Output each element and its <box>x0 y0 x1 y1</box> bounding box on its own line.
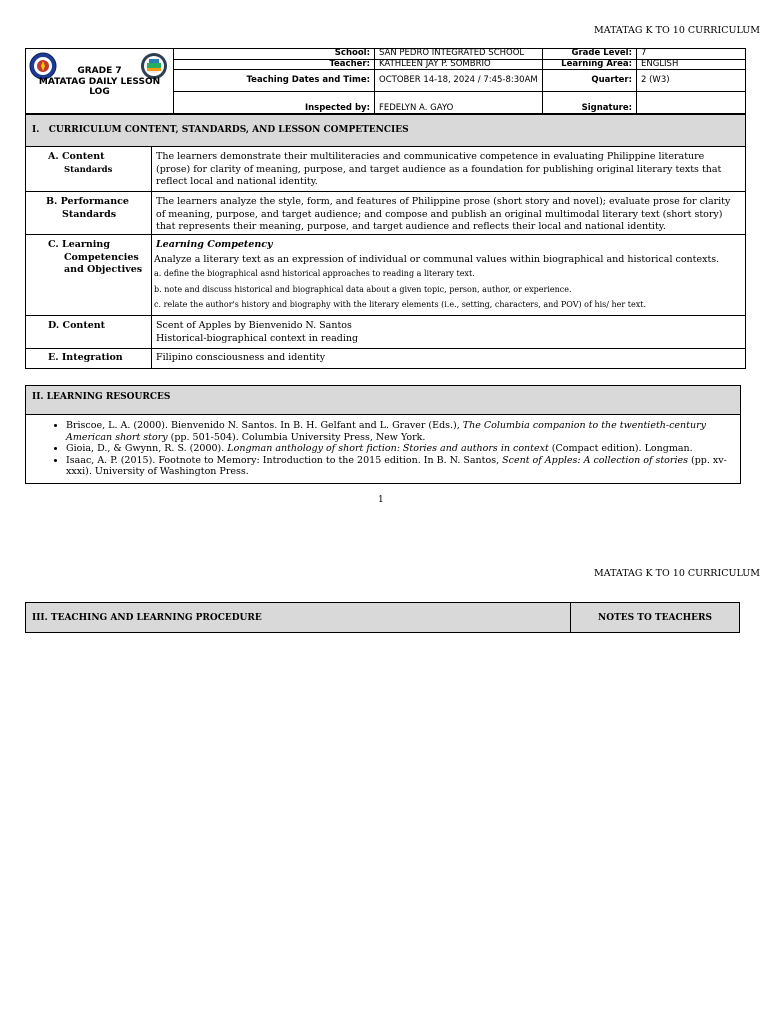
content-line2: Historical-biographical context in reading <box>156 332 359 344</box>
title-grade: GRADE 7 <box>77 66 122 76</box>
competencies-label-line3: and Objectives <box>64 264 143 275</box>
inspected-value: FEDELYN A. GAYO <box>375 92 543 114</box>
content-cell <box>152 316 746 349</box>
content-standards-label-line2: Standards <box>64 164 113 175</box>
learning-area-value: ENGLISH <box>637 59 746 70</box>
teacher-label: Teacher: <box>174 59 375 70</box>
reference-3-title: Scent of Apples: A collection of stories <box>502 454 688 466</box>
inspected-label: Inspected by: <box>174 92 375 114</box>
competency-text: Analyze a literary text as an expression of individual or communal values within biographical and historical contexts. <box>154 253 720 265</box>
curriculum-label-page2: MATATAG K TO 10 CURRICULUM <box>594 568 761 579</box>
dates-label: Teaching Dates and Time: <box>174 70 375 92</box>
competencies-label-line2: Competencies <box>64 251 139 263</box>
content-standards-label-line1: A. Content <box>48 151 105 162</box>
page-number: 1 <box>378 495 384 505</box>
signature-field[interactable] <box>637 92 746 114</box>
performance-standards-text: The learners analyze the style, form, and features of Philippine prose (short story and novel); evaluate prose for clarity of meaning, purpose, and target audience; and compose and publish an original multimodal literary text (short story) that represents their meaning, purpose, and target audience and reflects their local and national identity. <box>152 192 746 235</box>
section1-number: I. <box>32 125 40 136</box>
integration-label: E. Integration <box>26 349 152 369</box>
section1-header <box>26 115 746 147</box>
performance-label-line2: Standards <box>62 208 117 220</box>
header-title <box>26 66 173 98</box>
reference-item <box>66 420 730 443</box>
competencies-label <box>26 235 152 316</box>
curriculum-section-table <box>25 114 746 369</box>
header-logo-cell <box>26 49 174 114</box>
teaching-procedure-table <box>25 602 740 633</box>
grade-level-label: Grade Level: <box>543 49 637 60</box>
content-line1: Scent of Apples by Bienvenido N. Santos <box>156 320 352 331</box>
title-log-name: MATATAG DAILY LESSON <box>38 76 161 87</box>
reference-1-text: Briscoe, L. A. (2000). Bienvenido N. Santos. In B. H. Gelfant and L. Graver (Eds.), <box>66 420 463 431</box>
section3-title: III. TEACHING AND LEARNING PROCEDURE <box>26 603 571 633</box>
notes-to-teachers-header: NOTES TO TEACHERS <box>571 603 740 633</box>
teacher-value: KATHLEEN JAY P. SOMBRIO <box>375 59 543 70</box>
objective-a: a. define the biographical asnd historical approaches to reading a literary text. <box>154 269 475 278</box>
performance-standards-label <box>26 192 152 235</box>
section1-title: CURRICULUM CONTENT, STANDARDS, AND LESSON COMPETENCIES <box>48 125 409 136</box>
content-label: D. Content <box>26 316 152 349</box>
quarter-value: 2 (W3) <box>637 70 746 92</box>
competency-heading: Learning Competency <box>156 239 273 250</box>
reference-item <box>66 443 730 455</box>
curriculum-label: MATATAG K TO 10 CURRICULUM <box>594 25 761 36</box>
performance-label-line1: B. Performance <box>46 196 129 207</box>
reference-1-title: The Columbia companion to the twentieth-century American short story <box>66 420 707 443</box>
reference-1-publisher: (pp. 501-504). Columbia University Press, New York. <box>167 431 426 443</box>
section2-header: II. LEARNING RESOURCES <box>26 386 740 415</box>
content-standards-label <box>26 147 152 192</box>
reference-2-publisher: (Compact edition). Longman. <box>548 443 693 454</box>
references-list <box>26 415 740 483</box>
quarter-label: Quarter: <box>543 70 637 92</box>
content-standards-text: The learners demonstrate their multiliteracies and communicative competence in evaluating Philippine literature (prose) for clarity of meaning, purpose, and target audience as a foundation for publishing original literary texts that reflect local and national identity. <box>152 147 746 192</box>
school-label: School: <box>174 49 375 60</box>
competencies-label-line1: C. Learning <box>48 239 110 250</box>
school-value: SAN PEDRO INTEGRATED SCHOOL <box>375 49 543 60</box>
title-log: LOG <box>89 87 110 97</box>
dates-value: OCTOBER 14-18, 2024 / 7:45-8:30AM <box>375 70 543 92</box>
objective-b: b. note and discuss historical and biographical data about a given topic, person, author, or experience. <box>154 284 572 294</box>
reference-2-text: Gioia, D., & Gwynn, R. S. (2000). <box>66 443 228 454</box>
reference-3-publisher: (pp. xv- xxxi). University of Washington Press. <box>66 454 727 477</box>
lesson-header-table <box>25 48 746 114</box>
learning-resources-section <box>25 385 741 484</box>
grade-level-value: 7 <box>637 49 746 60</box>
reference-3-text: Isaac, A. P. (2015). Footnote to Memory: Introduction to the 2015 edition. In B. N. Santos, <box>66 454 503 466</box>
competencies-content <box>152 235 746 316</box>
reference-2-title: Longman anthology of short fiction: Stories and authors in context <box>227 443 549 454</box>
reference-item <box>66 455 730 478</box>
integration-text: Filipino consciousness and identity <box>152 349 746 369</box>
objective-c: c. relate the author's history and biography with the literary elements (i.e., setting, characters, and POV) of his/ her text. <box>154 300 646 309</box>
learning-area-label: Learning Area: <box>543 59 637 70</box>
signature-label: Signature: <box>543 92 637 114</box>
